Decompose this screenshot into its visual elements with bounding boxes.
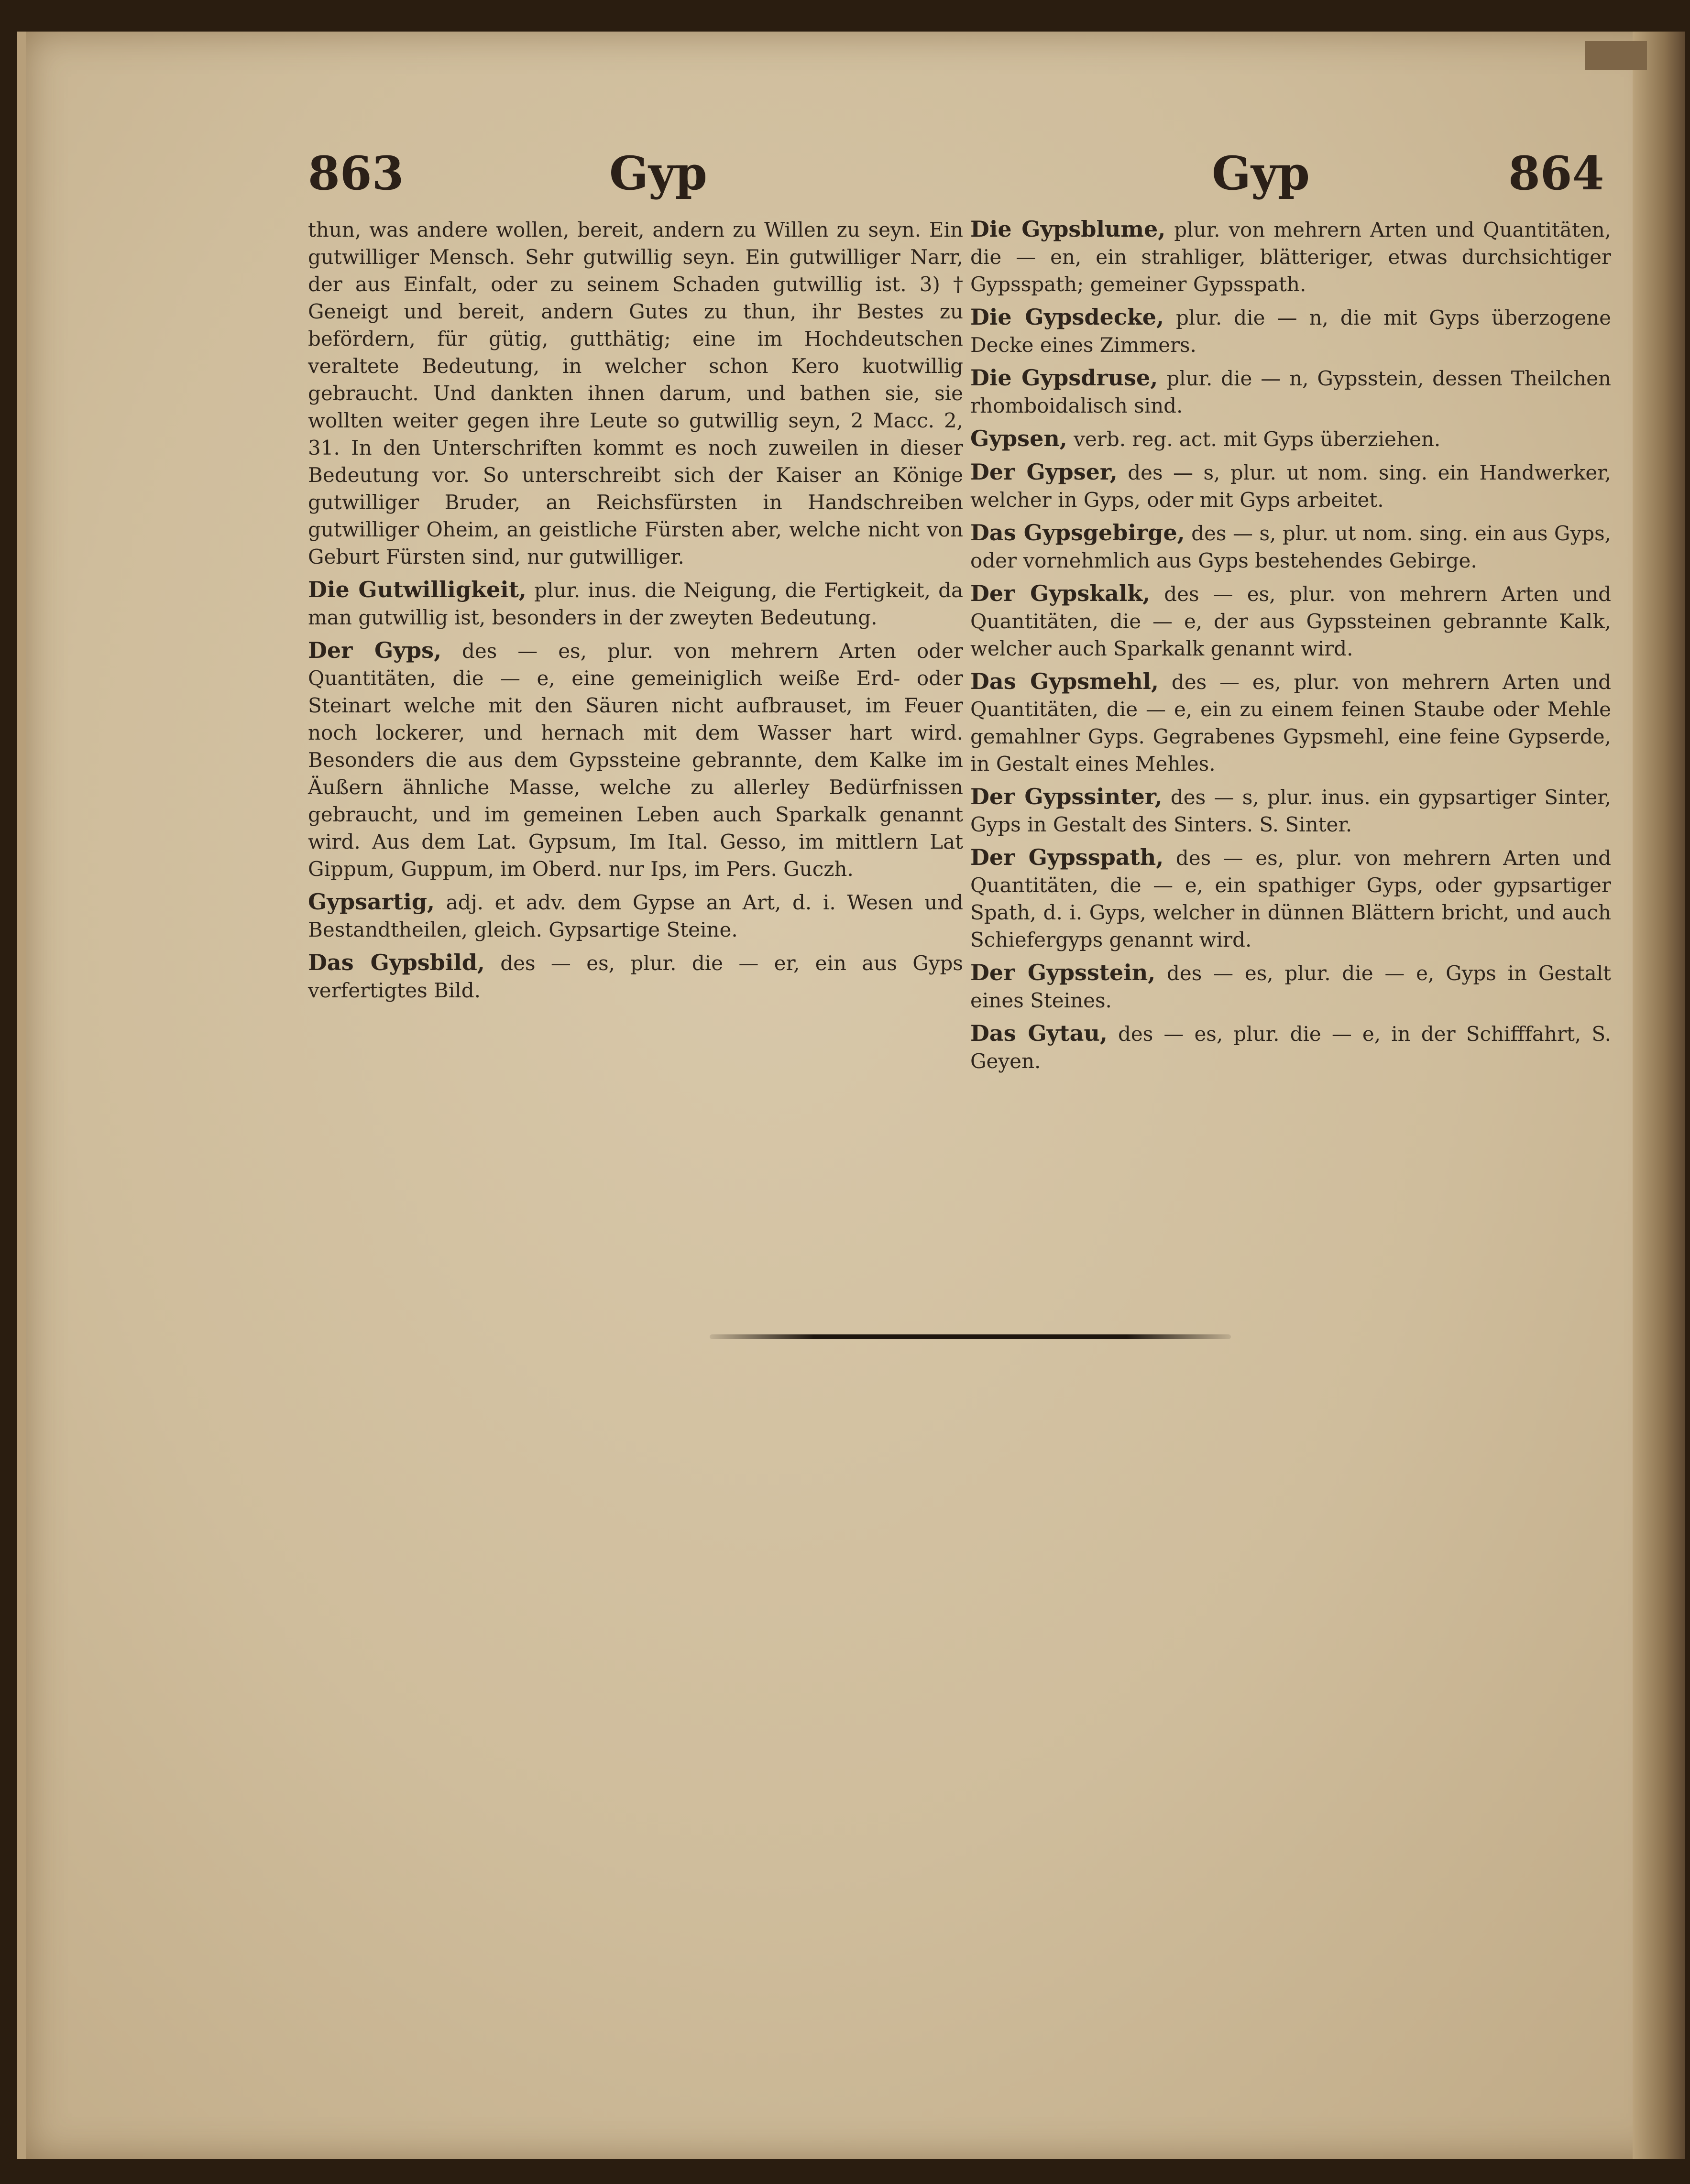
entry-text: thun, was andere wollen, bereit, andern zu Willen zu seyn. Ein gutwilliger Mensch. Sehr gutwillig seyn. Ein gutwilliger Narr, der aus Einfalt, oder zu seinem Schaden gutwillig ist. 3) † Geneigt und bereit, andern Gutes zu thun, ihr Bestes zu befördern, für gütig, gutthätig; eine im Hochdeutschen veraltete Bedeutung, in welcher schon Kero kuotwillig gebraucht. Und dankten ihnen darum, und bathen sie, sie wollten weiter gegen ihre Leute so gutwillig seyn, 2 Macc. 2, 31. In den Unterschriften kommt es noch zuweilen in dieser Bedeutung vor. So unterschreibt sich der Kaiser an Könige gutwilliger Bruder, an Reichsfürsten in Handschreiben gutwilliger Oheim, an geistliche Fürsten aber, welche nicht von Geburt Fürsten sind, nur gutwilliger.: [308, 218, 963, 568]
entry-text: adj. et adv. dem Gypse an Art, d. i. Wesen und Bestandtheilen, gleich. Gypsartige Steine.: [308, 891, 963, 941]
left-column: [308, 216, 963, 1010]
dictionary-entry: [970, 668, 1611, 777]
left-running-head: Gyp: [609, 146, 707, 200]
entry-lemma: Der Gypsspath,: [970, 844, 1164, 870]
entry-text: plur. die — n, Gypsstein, dessen Theilchen rhomboidalisch sind.: [970, 367, 1611, 417]
book-page: [17, 32, 1666, 2159]
dictionary-entry: [308, 576, 963, 631]
entry-lemma: Die Gypsdecke,: [970, 304, 1164, 330]
dictionary-entry: [970, 364, 1611, 419]
dictionary-entry: [970, 844, 1611, 953]
entry-lemma: Gypsartig,: [308, 889, 435, 915]
dictionary-entry: [970, 304, 1611, 359]
entry-lemma: Das Gytau,: [970, 1020, 1108, 1046]
dictionary-entry: [308, 949, 963, 1004]
entry-lemma: Die Gutwilligkeit,: [308, 577, 527, 602]
entry-lemma: Der Gyps,: [308, 637, 442, 663]
entry-text: des — es, plur. die — e, in der Schifffahrt, S. Geyen.: [970, 1022, 1611, 1073]
entry-lemma: Das Gypsgebirge,: [970, 520, 1185, 546]
binding-corner: [1585, 41, 1647, 70]
entry-text: des — es, plur. von mehrern Arten und Quantitäten, die — e, ein spathiger Gyps, oder gypsartiger Spath, d. i. Gyps, welcher in dünnen Blättern bricht, und auch Schiefergyps genannt wird.: [970, 846, 1611, 951]
entry-lemma: Der Gypssinter,: [970, 784, 1163, 809]
dictionary-entry: [308, 637, 963, 883]
page-edge: [1633, 32, 1685, 2159]
dictionary-entry: [970, 959, 1611, 1014]
entry-text: des — es, plur. die — e, Gyps in Gestalt eines Steines.: [970, 961, 1612, 1012]
end-of-section-rule: [710, 1334, 1231, 1339]
entry-lemma: Die Gypsblume,: [970, 216, 1166, 242]
right-running-head: Gyp: [1212, 146, 1310, 200]
entry-lemma: Die Gypsdruse,: [970, 365, 1158, 391]
dictionary-entry: [970, 783, 1611, 838]
dictionary-entry: [970, 459, 1611, 513]
dictionary-entry: [970, 1020, 1611, 1075]
entry-text: plur. von mehrern Arten und Quantitäten, die — en, ein strahliger, blätteriger, etwas durchsichtiger Gypsspath; gemeiner Gypsspath.: [970, 218, 1611, 296]
entry-text: des — es, plur. von mehrern Arten oder Quantitäten, die — e, eine gemeiniglich weiße Erd- oder Steinart welche mit den Säuren nicht aufbrauset, im Feuer noch lockerer, und hernach mit dem Wasser hart wird. Besonders die aus dem Gypssteine gebrannte, dem Kalke im Äußern ähnliche Masse, welche zu allerley Bedürfnissen gebraucht, und im gemeinen Leben auch Sparkalk genannt wird. Aus dem Lat. Gypsum, Im Ital. Gesso, im mittlern Lat Gippum, Guppum, im Oberd. nur Ips, im Pers. Guczh.: [308, 639, 963, 881]
entry-lemma: Der Gypser,: [970, 459, 1118, 485]
dictionary-entry: [970, 519, 1611, 574]
entry-text: verb. reg. act. mit Gyps überziehen.: [1067, 427, 1441, 451]
entry-lemma: Der Gypsstein,: [970, 960, 1156, 985]
entry-text: des — es, plur. von mehrern Arten und Quantitäten, die — e, der aus Gypssteinen gebrannte Kalk, welcher auch Sparkalk genannt wird.: [970, 582, 1611, 660]
dictionary-entry: [308, 216, 963, 570]
left-page-number: 863: [308, 146, 404, 200]
entry-lemma: Das Gypsmehl,: [970, 668, 1159, 694]
entry-text: des — s, plur. inus. ein gypsartiger Sinter, Gyps in Gestalt des Sinters. S. Sinter.: [970, 786, 1612, 836]
right-column: [970, 216, 1611, 1081]
entry-lemma: Das Gypsbild,: [308, 950, 485, 975]
entry-text: des — es, plur. von mehrern Arten und Quantitäten, die — e, ein zu einem feinen Staube oder Mehle gemahlner Gyps. Gegrabenes Gypsmehl, eine feine Gypserde, in Gestalt eines Mehles.: [970, 670, 1611, 775]
dictionary-entry: [308, 888, 963, 943]
entry-text: des — es, plur. die — er, ein aus Gyps verfertigtes Bild.: [308, 951, 963, 1002]
dictionary-entry: [970, 216, 1611, 298]
entry-text: plur. inus. die Neigung, die Fertigkeit, da man gutwillig ist, besonders in der zweyten Bedeutung.: [308, 579, 963, 629]
entry-text: plur. die — n, die mit Gyps überzogene Decke eines Zimmers.: [970, 306, 1611, 357]
right-page-number: 864: [1508, 146, 1604, 200]
entry-text: des — s, plur. ut nom. sing. ein Handwerker, welcher in Gyps, oder mit Gyps arbeitet.: [970, 461, 1611, 512]
entry-lemma: Gypsen,: [970, 426, 1067, 451]
dictionary-entry: [970, 425, 1611, 453]
dictionary-entry: [970, 580, 1611, 662]
entry-lemma: Der Gypskalk,: [970, 580, 1151, 606]
entry-text: des — s, plur. ut nom. sing. ein aus Gyps, oder vornehmlich aus Gyps bestehendes Gebirge.: [970, 522, 1611, 572]
